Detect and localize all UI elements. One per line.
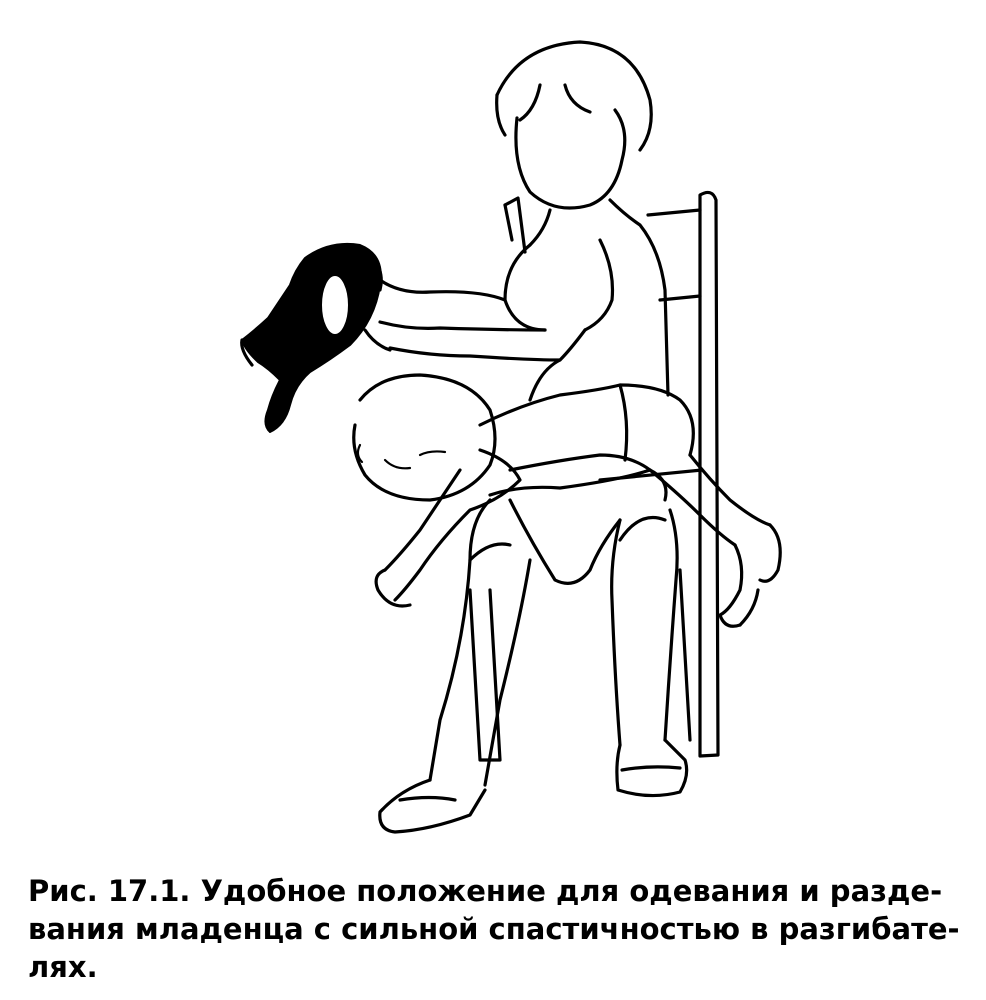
caption-label: Рис. 17.1. (28, 874, 191, 908)
caption-line-2: вания младенца с сильной спастичностью в разгибате- (28, 912, 960, 946)
caption-line-1: Удобное положение для одевания и разде- (200, 874, 943, 908)
seated-child (330, 42, 687, 832)
figure-caption (28, 872, 968, 986)
caption-line-3: лях. (28, 950, 98, 984)
garment (242, 244, 381, 432)
